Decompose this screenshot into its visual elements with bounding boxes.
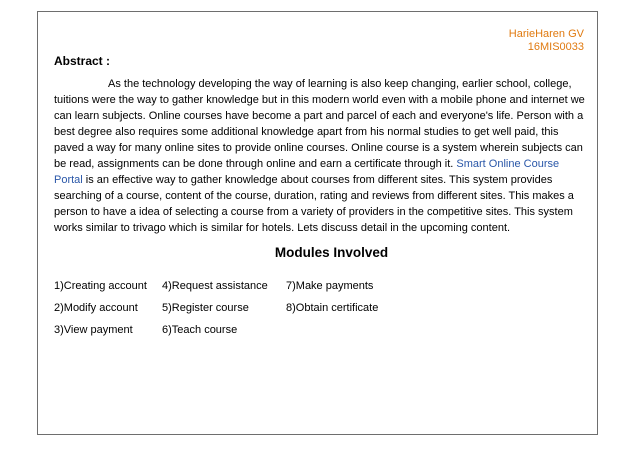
module-item: 1)Creating account bbox=[54, 280, 147, 292]
author-name: HarieHaren GV bbox=[508, 28, 584, 40]
module-item: 2)Modify account bbox=[54, 302, 138, 314]
module-item: 3)View payment bbox=[54, 324, 133, 336]
abstract-body bbox=[54, 76, 589, 236]
module-item: 8)Obtain certificate bbox=[286, 302, 379, 314]
module-item: 7)Make payments bbox=[286, 280, 374, 292]
module-item: 5)Register course bbox=[162, 302, 249, 314]
abstract-heading: Abstract : bbox=[54, 54, 111, 68]
abstract-text-part-1: As the technology developing the way of learning is also keep changing, earlier school, college, tuitions were the way to gather knowledge but in this modern world even with a mobile phone and internet we can learn subjects. Online courses have become a part and parcel of each and everyone's life. Person with a best degree also requires some additional knowledge apart from his normal studies to get well paid, this paved a way for many online sites to provide online courses. Online course is a system wherein subjects can be read, assignments can be done through online and earn a certificate through it. bbox=[54, 78, 585, 170]
document-page bbox=[37, 11, 598, 435]
module-item: 6)Teach course bbox=[162, 324, 238, 336]
portal-link-text: Smart Online Course Portal bbox=[54, 158, 560, 186]
author-block bbox=[509, 28, 584, 54]
modules-title: Modules Involved bbox=[274, 245, 389, 260]
author-id: 16MIS0033 bbox=[527, 41, 584, 53]
abstract-text-part-2: is an effective way to gather knowledge about courses from different sites. This system provides searching of a course, content of the course, duration, rating and reviews from different sites. This makes a person to have a idea of selecting a course from a variety of providers in the competitive sites. This system works similar to trivago which is similar for hotels. Lets discuss detail in the upcoming content. bbox=[54, 174, 574, 234]
module-item: 4)Request assistance bbox=[162, 280, 268, 292]
